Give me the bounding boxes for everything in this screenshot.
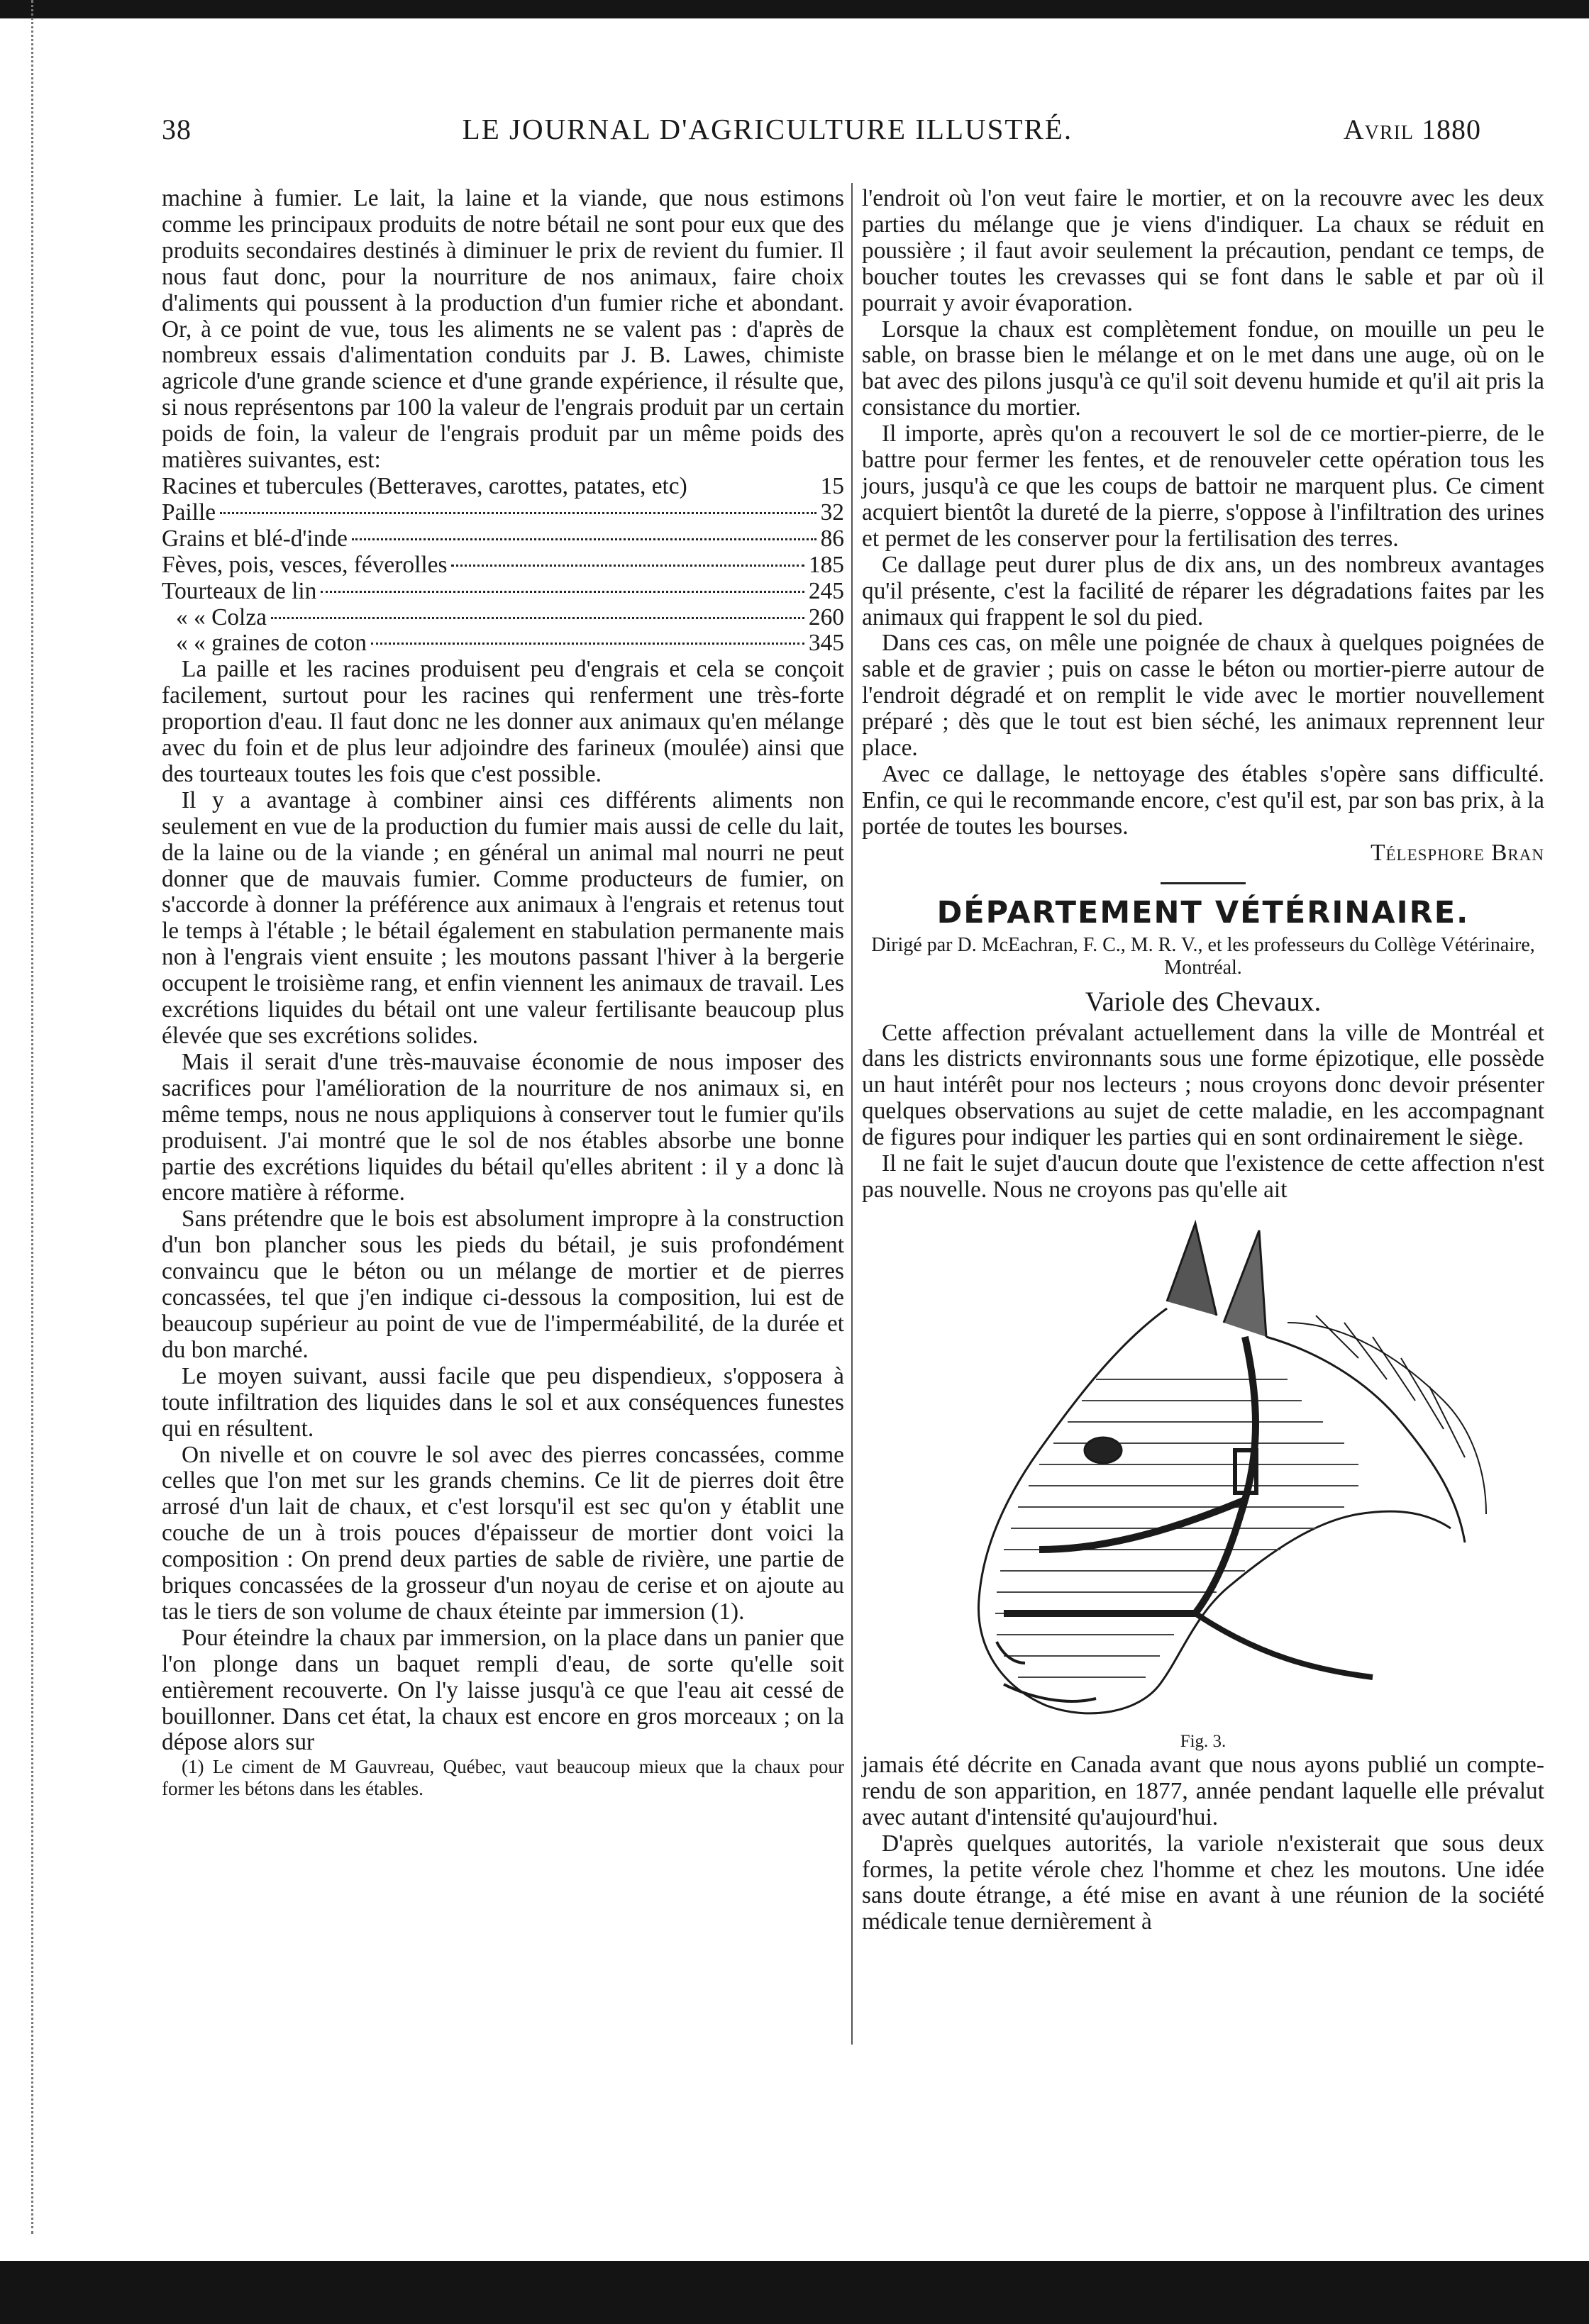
paragraph: Avec ce dallage, le nettoyage des étables s'opère sans difficulté. Enfin, ce qui le recommande encore, c'est qu'il est, par son bas prix, à la portée de toutes les bourses. [862, 760, 1544, 840]
paragraph: Pour éteindre la chaux par immersion, on la place dans un panier que l'on plonge dans un baquet rempli d'eau, de sorte qu'elle soit entièrement recouverte. On l'y laisse jusqu'à ce que l'eau ait cessé de bouillonner. Dans cet état, la chaux est encore en gros morceaux ; on la dépose alors sur [162, 1624, 844, 1756]
table-row-value: 345 [808, 630, 844, 657]
leader-dots [321, 591, 804, 593]
footnote: (1) Le ciment de M Gauvreau, Québec, vaut beaucoup mieux que la chaux pour former les bétons dans les étables. [162, 1756, 844, 1800]
leader-dots [220, 512, 816, 514]
table-row [162, 500, 844, 526]
left-column [162, 186, 844, 1800]
paragraph: On nivelle et on couvre le sol avec des pierres concassées, comme celles que l'on met sur les grands chemins. Ce lit de pierres doit être arrosé d'un lait de chaux, et c'est lorsqu'il est sec qu'on y établit une couche de un à trois pouces d'épaisseur de mortier dont voici la composition : On prend deux parties de sable de rivière, une partie de briques concassées de la grosseur d'un noyau de cerise et on ajoute au tas le tiers de son volume de chaux éteinte par immersion (1). [162, 1441, 844, 1625]
table-row-label: « « Colza [176, 604, 267, 630]
leader-dots [271, 617, 804, 619]
leader-dots [352, 538, 816, 540]
section-rule [1161, 882, 1246, 884]
scan-top-border [0, 0, 1589, 18]
table-row-value: 245 [808, 577, 844, 604]
section-heading: DÉPARTEMENT VÉTÉRINAIRE. [936, 894, 1470, 930]
paragraph: Mais il serait d'une très-mauvaise économie de nous imposer des sacrifices pour l'amélioration de la nourriture de nos animaux si, en même temps, nous ne nous appliquions à conserver tout le fumier qu'ils produisent. J'ai montré que le sol de nos étables absorbe une bonne partie des excrétions liquides du bétail qu'elles abritent : il y a donc là encore matière à réforme. [162, 1048, 844, 1206]
table-row-value: 86 [820, 525, 844, 552]
table-row [162, 526, 844, 552]
table-row-label: Paille [162, 499, 216, 526]
paragraph: Dans ces cas, on mêle une poignée de chaux à quelques poignées de sable et de gravier ; puis on casse le béton ou mortier-pierre autour de l'endroit dégradé et on remplit le vide avec le mortier nouvellement préparé ; dès que le tout est bien séché, les animaux reprennent leur place. [862, 630, 1544, 762]
right-column [862, 186, 1544, 1935]
scan-bottom-border [0, 2261, 1589, 2324]
author-signature: Télesphore Bran [1371, 839, 1544, 866]
table-row [162, 474, 844, 500]
leader-dots [371, 643, 804, 645]
column-divider [851, 183, 853, 2045]
table-row [162, 552, 844, 579]
paragraph: Cette affection prévalant actuellement dans la ville de Montréal et dans les districts environnants sous une forme épizotique, elle possède un haut intérêt pour nos lecteurs ; nous croyons donc devoir présenter quelques observations au sujet de cette maladie, en les accompagnant de figures pour indiquer les parties qui en sont ordinairement le siège. [862, 1019, 1544, 1151]
leader-dots [451, 565, 804, 567]
table-row [162, 605, 844, 631]
paragraph: D'après quelques autorités, la variole n'existerait que sous deux formes, la petite vérole chez l'homme et chez les moutons. Une idée sans doute étrange, a été mise en avant à une réunion de la société médicale tenue dernièrement à [862, 1830, 1544, 1935]
scan-left-edge [31, 0, 38, 2234]
journal-title: LE JOURNAL D'AGRICULTURE ILLUSTRÉ. [462, 113, 1073, 145]
table-row-value: 260 [808, 604, 844, 630]
section-byline: Dirigé par D. McEachran, F. C., M. R. V., et les professeurs du Collège Vétérinaire, Montréal. [871, 933, 1535, 979]
issue-date: Avril 1880 [1343, 113, 1481, 145]
paragraph: machine à fumier. Le lait, la laine et la viande, que nous estimons comme les principaux produits de notre bétail ne sont pour eux que des produits secondaires destinés à diminuer le prix de revient du fumier. Il nous faut donc, pour la nourriture de nos animaux, faire choix d'aliments qui poussent à la production d'un fumier riche et abondant. Or, à ce point de vue, tous les aliments ne se valent pas : d'après de nombreux essais d'alimentation conduits par J. B. Lawes, chimiste agricole d'une grande science et d'une grande expérience, il résulte que, si nous représentons par 100 la valeur de l'engrais produit par un certain poids de foin, la valeur de l'engrais produit par un même poids des matières suivantes, est: [162, 185, 844, 474]
paragraph: Il ne fait le sujet d'aucun doute que l'existence de cette affection n'est pas nouvelle. Nous ne croyons pas qu'elle ait [862, 1150, 1544, 1203]
paragraph: Il y a avantage à combiner ainsi ces différents aliments non seulement en vue de la production du fumier mais aussi de celle du lait, de la laine ou de la viande ; en général un animal mal nourri ne peut donner que de mauvais fumier. Comme producteurs de fumier, on s'accorde à donner la préférence aux animaux à l'engrais et retenus tout le temps à l'étable ; le bétail également en stabulation permanente mais non à l'engrais vient ensuite ; les moutons passant l'hiver à la bergerie occupent le troisième rang, et enfin viennent les animaux de travail. Les excrétions liquides du bétail ont une valeur fertilisante beaucoup plus élevée que ses excrétions solides. [162, 786, 844, 1049]
article-title: Variole des Chevaux. [1085, 986, 1322, 1017]
page-header [162, 112, 1481, 148]
paragraph: La paille et les racines produisent peu d'engrais et cela se conçoit facilement, surtout pour les racines qui renferment une très-forte proportion d'eau. Il faut donc ne les donner aux animaux qu'en mélange avec du foin et de plus leur adjoindre des farineux (moulée) ainsi que des tourteaux toutes les fois que c'est possible. [162, 656, 844, 787]
paragraph: Lorsque la chaux est complètement fondue, on mouille un peu le sable, on brasse bien le mélange et on le met dans une auge, où on le bat avec des pilons jusqu'à ce qu'il soit devenu humide et qu'il ait pris la consistance du mortier. [862, 316, 1544, 421]
table-row [162, 579, 844, 605]
paragraph: Le moyen suivant, aussi facile que peu dispendieux, s'opposera à toute infiltration des liquides dans le sol et aux conséquences funestes qui en résultent. [162, 1362, 844, 1442]
paragraph: jamais été décrite en Canada avant que nous ayons publié un compte-rendu de son apparition, en 1877, année pendant laquelle elle prévalut avec autant d'intensité qu'aujourd'hui. [862, 1751, 1544, 1830]
table-row [162, 630, 844, 657]
table-row-label: Fèves, pois, vesces, féverolles [162, 551, 448, 578]
table-row-label: Racines et tubercules (Betteraves, carottes, patates, etc) [162, 472, 687, 499]
manure-value-table [162, 474, 844, 657]
horse-head-engraving [862, 1216, 1544, 1728]
table-row-value: 15 [820, 472, 844, 499]
paragraph: Sans prétendre que le bois est absolument impropre à la construction d'un bon plancher sous les pieds du bétail, je suis profondément convaincu que le béton ou un mélange de mortier et de pierres concassées, tel que j'en indique ci-dessous la composition, lui est de beaucoup supérieur au point de vue de l'imperméabilité, de la durée et du bon marché. [162, 1206, 844, 1363]
paragraph: Ce dallage peut durer plus de dix ans, un des nombreux avantages qu'il présente, c'est la facilité de réparer les dégradations faites par les animaux qui frappent le sol du pied. [862, 551, 1544, 630]
figure-caption: Fig. 3. [1180, 1731, 1227, 1751]
table-row-value: 32 [820, 499, 844, 526]
paragraph: l'endroit où l'on veut faire le mortier, et on la recouvre avec les deux parties du mélange que je viens d'indiquer. La chaux se réduit en poussière ; il faut avoir seulement la précaution, pendant ce temps, de boucher toutes les crevasses qui se font dans le sable et par où il pourrait y avoir évaporation. [862, 185, 1544, 316]
paragraph: Il importe, après qu'on a recouvert le sol de ce mortier-pierre, de le battre pour fermer les fentes, et de renouveler cette opération tous les jours, jusqu'à ce que les coups de battoir ne marquent plus. Ce ciment acquiert bientôt la dureté de la pierre, s'oppose à l'infiltration des urines et permet de les conserver pour la fertilisation des terres. [862, 421, 1544, 552]
horse-head-illustration [862, 1216, 1544, 1728]
page-number: 38 [162, 113, 192, 145]
table-row-label: « « graines de coton [176, 630, 367, 657]
table-row-label: Grains et blé-d'inde [162, 525, 348, 552]
table-row-label: Tourteaux de lin [162, 577, 317, 604]
table-row-value: 185 [808, 551, 844, 578]
